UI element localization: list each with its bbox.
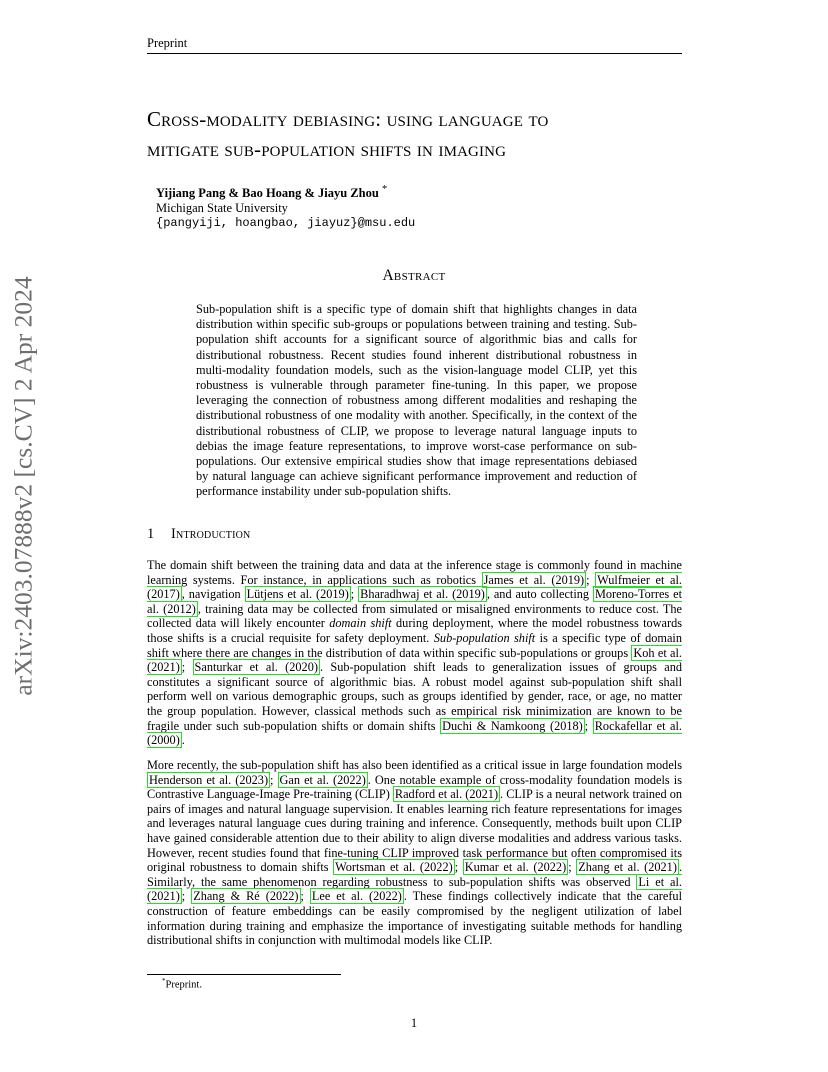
- citation-link[interactable]: Wortsman et al. (2022): [335, 860, 453, 875]
- page-number: 1: [410, 1016, 418, 1030]
- intro-paragraph-2: [147, 758, 682, 948]
- citation-link[interactable]: Li et al. (2021): [147, 874, 682, 904]
- section-heading-introduction: [147, 526, 250, 543]
- citation-link[interactable]: Moreno-Torres et al. (2012): [147, 587, 682, 616]
- title-line-1: Cross-modality debiasing: using language to: [147, 107, 549, 131]
- text-run: ;: [586, 572, 596, 587]
- text-run: , navigation: [181, 587, 245, 602]
- author-names: Yijiang Pang & Bao Hoang & Jiayu Zhou: [156, 186, 379, 201]
- text-run: . CLIP is a neural network trained on pairs of images and natural language supervision. It enables learning rich feature representations for images and leverages natural language cues during training and inference. Consequently, methods built upon CLIP have gained considerable attention due to their ability to align diverse modalities and address various tasks. However, recent studies found that fine-tuning CLIP improved task performance but often compromised its original robustness to domain shifts: [147, 787, 682, 875]
- running-head: Preprint: [147, 36, 188, 50]
- citation-link[interactable]: Zhang et al. (2021): [578, 860, 677, 875]
- paper-title: [147, 104, 692, 164]
- author-footnote-mark: *: [381, 184, 388, 195]
- emphasis-domain-shift: domain shift: [329, 616, 392, 631]
- citation-link[interactable]: Gan et al. (2022): [279, 772, 366, 787]
- abstract-text: Sub-population shift is a specific type of domain shift that highlights changes in data distribution within specific sub-groups or populations between training and testing. Sub-population shift accounts for a significant source of algorithmic bias and calls for distributional robustness. Recent studies found inherent distributional robustness in multi-modality foundation models, such as the vision-language model CLIP, yet this robustness is vulnerable through parameter fine-tuning. In this paper, we propose leveraging the connection of robustness among different modalities and reshaping the distributional robustness of one modality with another. Specifically, in the context of the distributional robustness of CLIP, we propose to leverage natural language inputs to debias the image feature representations, to improve worst-case performance on sub-populations. Our extensive empirical studies show that image representations debiased by natural language can achieve significant performance improvement and reduction of performance instability under sub-population shifts.: [196, 302, 637, 499]
- citation-link[interactable]: James et al. (2019): [483, 572, 585, 587]
- text-run: . One notable example of cross-modality foundation models is Contrastive Language-Image Pre-training (CLIP): [147, 772, 682, 802]
- author-names-line: [156, 182, 415, 201]
- text-run: ;: [568, 860, 577, 875]
- citation-link[interactable]: Santurkar et al. (2020): [194, 660, 318, 675]
- citation-link[interactable]: Rockafellar et al. (2000): [147, 718, 682, 748]
- arxiv-sidebar: [3, 276, 45, 696]
- footnote-text: Preprint.: [165, 979, 202, 991]
- footnote-mark: *: [162, 977, 166, 985]
- footnote-rule: [147, 974, 341, 975]
- citation-link[interactable]: Kumar et al. (2022): [464, 860, 567, 875]
- author-emails: {pangyiji, hoangbao, jiayuz}@msu.edu: [156, 216, 416, 231]
- intro-paragraph-1: [147, 558, 682, 748]
- citation-link[interactable]: Bharadhwaj et al. (2019): [360, 587, 485, 602]
- citation-link[interactable]: Koh et al. (2021): [147, 645, 682, 675]
- text-run: .: [181, 733, 185, 748]
- section-number: 1: [147, 526, 155, 542]
- text-run: , and auto collecting: [486, 587, 593, 602]
- citation-link[interactable]: Wulfmeier et al. (2017): [147, 572, 682, 602]
- text-run: , training data may be collected from simulated or misaligned environments to reduce cost. The collected data will likely encounter: [147, 601, 682, 631]
- text-run: ;: [181, 660, 193, 675]
- text-run: . These findings collectively indicate that the careful construction of feature embeddings can be easily compromised by the negligent utilization of label information during training and emphasize the importance of investigating suitable methods for handling distributional shifts in conjunction with multimodal models like CLIP.: [147, 889, 682, 948]
- text-run: ;: [300, 889, 310, 904]
- citation-link[interactable]: Henderson et al. (2023): [149, 772, 269, 787]
- affiliation: Michigan State University: [156, 201, 288, 216]
- text-run: The domain shift between the training data and data at the inference stage is commonly found in machine learning systems. For instance, in applications such as robotics: [147, 558, 682, 587]
- citation-link[interactable]: Lütjens et al. (2019): [246, 587, 349, 602]
- text-run: . Similarly, the same phenomenon regarding robustness to sub-population shifts was observed: [147, 860, 683, 889]
- text-run: ;: [270, 772, 278, 787]
- title-line-2: mitigate sub-population shifts in imaging: [147, 137, 507, 161]
- footnote: [162, 977, 202, 991]
- citation-link[interactable]: Duchi & Namkoong (2018): [442, 718, 583, 733]
- text-run: . Sub-population shift leads to generalization issues of groups and constitutes a significant source of algorithmic bias. A robust model against sub-population shift shall perform well on various demographic groups, such as groups identified by gender, race, or age, no matter the group population. However, classical methods such as empirical risk minimization are known to be fragile under such sub-population shifts or domain shifts: [147, 660, 682, 733]
- citation-link[interactable]: Lee et al. (2022): [311, 889, 402, 904]
- emphasis-sub-population-shift: Sub-population shift: [433, 630, 536, 645]
- text-run: More recently, the sub-population shift has also been identified as a critical issue in large foundation models: [147, 758, 682, 772]
- author-block: [156, 182, 415, 231]
- citation-link[interactable]: Radford et al. (2021): [394, 787, 499, 802]
- arxiv-id: arXiv:2403.07888v2 [cs.CV] 2 Apr 2024: [9, 276, 39, 696]
- abstract-heading: Abstract: [382, 267, 446, 284]
- text-run: ;: [181, 889, 192, 904]
- section-title: Introduction: [171, 526, 251, 542]
- text-run: is a specific type of domain shift where there are changes in the distribution of data within specific sub-populations or groups: [147, 630, 682, 660]
- header-rule: [147, 53, 682, 54]
- text-run: ;: [454, 860, 463, 875]
- text-run: ;: [584, 718, 593, 733]
- citation-link[interactable]: Zhang & Ré (2022): [193, 889, 299, 904]
- text-run: during deployment, where the model robustness towards those shifts is a crucial requisite for safety deployment.: [147, 616, 683, 645]
- text-run: ;: [350, 587, 359, 602]
